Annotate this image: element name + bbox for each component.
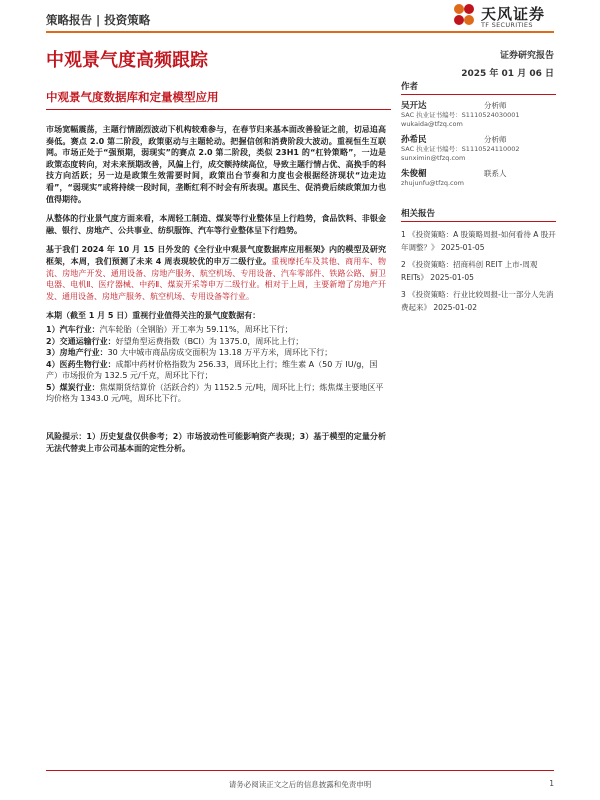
item-label: 4）医药生物行业： <box>46 359 116 369</box>
related-report-link[interactable]: 2 《投资策略：招商科创 REIT 上市-周观 REITs》 2025-01-05 <box>401 260 538 282</box>
main-body <box>46 124 386 462</box>
footer-disclaimer: 请务必阅读正文之后的信息披露和免责申明 <box>228 780 372 789</box>
author-email[interactable]: zhujunfu@tfzq.com <box>401 179 464 187</box>
logo-mark-icon <box>450 2 478 30</box>
item-label: 2）交通运输行业： <box>46 336 116 346</box>
report-category: 策略报告 | 投资策略 <box>46 13 151 27</box>
paragraph-trend: 从整体的行业景气度方面来看，本周轻工制造、煤炭等行业整体呈上行趋势，食品饮料、非银金融、银行、房地产、公共事业、纺织服饰、汽车等行业整体呈下行趋势。 <box>46 214 386 235</box>
item-text: 成都中药材价格指数为 256.33，周环比上行；维生素 A（50 万 IU/g，国产）市场报价为 132.5 元/千克，周环比下行； <box>46 359 378 381</box>
authors-heading: 作者 <box>401 80 556 95</box>
list-item <box>46 324 386 336</box>
model-intro-rest: 重视摩托车及其他、商用车、物流、房地产开发、通用设备、房地产服务、航空机场、专用设备、汽车零部件、铁路公路、厨卫电器、电机Ⅱ、医疗器械、中药Ⅱ、煤炭开采等申万二级行业。相对于上周，主要新增了房地产开发、通用设备、房地产服务、航空机场、专用设备等行业。 <box>46 256 386 301</box>
item-label: 3）房地产行业： <box>46 348 108 358</box>
item-text: 焦煤期货结算价（活跃合约）为 1152.5 元/吨，周环比上行；炼焦煤主要地区平均价格为 1343.0 元/吨，周环比下行。 <box>46 382 384 404</box>
author-name: 朱俊楣 <box>401 169 427 179</box>
author-card <box>401 135 556 163</box>
related-report-link[interactable]: 3 《投资策略：行业比较周报-让一部分人先消费起来》 2025-01-02 <box>401 290 554 312</box>
item-label: 1）汽车行业： <box>46 324 100 334</box>
related-report-link[interactable]: 1 《投资策略：A 股策略周报-如何看待 A 股开年调整？》 2025-01-05 <box>401 230 556 252</box>
related-heading: 相关报告 <box>401 207 556 222</box>
data-intro: 本期（截至 1 月 5 日）重视行业值得关注的景气度数据有： <box>46 311 261 321</box>
related-list <box>401 228 556 314</box>
paragraph-summary: 市场宽幅震荡，主题行情剧烈波动下机构较难参与，在春节归来基本面改善验证之前，切忌追高奏低。赛点 2.0 第二阶段，政策驱动与主题轮动。把握信创和消费阶段大波动。重视恒生互联网。市场正处于“强预期，弱现实”的赛点 2.0 第二阶段，类似 23H1 的“杠铃策略”，一边是政策态度转向，对未来预期改善，风偏上行，成交额持续高位，导致主题行情占优、高换手的科技方向活跃；另一边是政策生效需要时间，政策出台节奏和力度也会根据经济现状“边走边看”，“弱现实”或将持续一段时间，垄断红利不时会有所表现。惠民生、促消费后续政策加力也值得期待。 <box>46 125 386 204</box>
list-item <box>46 336 386 348</box>
page-number: 1 <box>549 779 554 788</box>
item-text: 汽车轮胎（全钢胎）开工率为 59.11%，周环比下行； <box>99 324 293 334</box>
author-name: 吴开达 <box>401 101 427 111</box>
author-cert: SAC 执业证书编号：S1110524110002 <box>401 145 520 153</box>
indicator-list <box>46 324 386 405</box>
item-label: 5）煤炭行业： <box>46 382 100 392</box>
doc-type: 证券研究报告 <box>499 51 554 61</box>
list-item <box>46 359 386 382</box>
author-card <box>401 169 556 188</box>
author-role: 分析师 <box>484 101 507 110</box>
author-cert: SAC 执业证书编号：S1110524030001 <box>401 111 520 119</box>
risk-warning: 风险提示：1）历史复盘仅供参考；2）市场波动性可能影响资产表现；3）基于模型的定量分析无法代替卖上市公司基本面的定性分析。 <box>46 432 386 453</box>
item-text: 好望角型运费指数（BCI）为 1375.0，周环比上行； <box>115 336 304 346</box>
model-intro-bold: 基于我们 2024 年 10 月 15 日外发的《全行业中观景气度数据库应用框架》内的模型及研究框架，本周，我们预测了未来 4 周表现较优的申万二级行业。 <box>46 245 386 266</box>
company-logo <box>450 2 560 32</box>
logo-en: TF SECURITIES <box>481 21 533 29</box>
author-role: 分析师 <box>484 135 507 144</box>
author-role: 联系人 <box>484 169 507 178</box>
list-item <box>46 347 386 359</box>
author-card <box>401 101 556 129</box>
footer-rule <box>46 770 554 771</box>
author-email[interactable]: sunximin@tfzq.com <box>401 154 466 162</box>
author-name: 孙希民 <box>401 135 427 145</box>
author-email[interactable]: wukaida@tfzq.com <box>401 120 463 128</box>
list-item <box>46 382 386 405</box>
subtitle-rule <box>46 109 391 110</box>
page-title: 中观景气度高频跟踪 <box>46 50 208 71</box>
doc-date: 2025 年 01 月 06 日 <box>461 69 554 79</box>
paragraph-model <box>46 244 386 302</box>
logo-cn: 天风证券 <box>481 5 546 23</box>
sidebar <box>401 80 556 318</box>
item-text: 30 大中城市商品房成交面积为 13.18 万平方米，周环比下行； <box>107 348 333 358</box>
page-subtitle: 中观景气度数据库和定量模型应用 <box>46 90 219 104</box>
